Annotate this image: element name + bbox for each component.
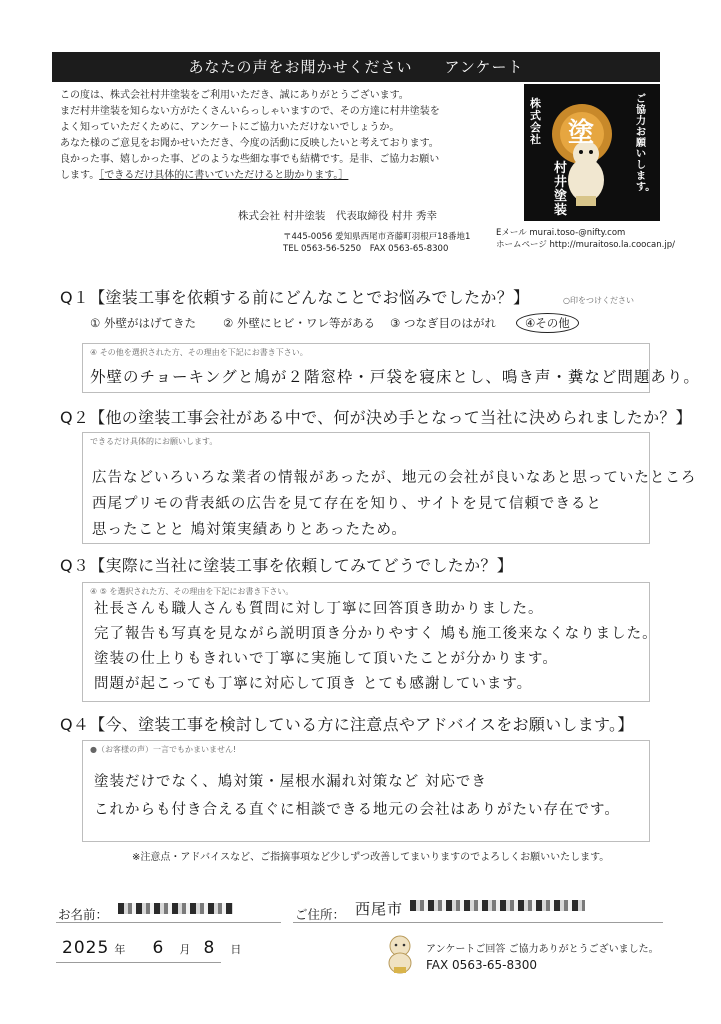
intro-line: よく知っていただくために、アンケートにご協力いただけないでしょうか。 (60, 122, 400, 133)
q1-option-2: ② 外壁にヒビ・ワレ等がある (223, 316, 375, 330)
intro-line: 良かった事、嬉しかった事、どのような些細な事でも結構です。是非、ご協力お願い (60, 154, 440, 165)
company-contact (496, 227, 675, 251)
name-underline (56, 922, 281, 923)
q2-answer (92, 465, 696, 543)
q2-answer-line: 西尾プリモの背表紙の広告を見て存在を知り、サイトを見て信頼できると (92, 496, 602, 512)
q2-box-label: できるだけ具体的にお願いします。 (90, 437, 218, 446)
q1-option-4-selected: ④その他 (516, 313, 579, 333)
q4-answer-line: これからも付き合える直ぐに相談できる地元の会社はありがたい存在です。 (94, 802, 620, 818)
q3-answer-line: 塗装の仕上りもきれいで丁寧に実施して頂いたことが分かります。 (94, 651, 558, 667)
q3-answer (94, 597, 658, 697)
q1-box-label: ④ その他を選択された方、その理由を下記にお書き下さい。 (90, 348, 308, 357)
survey-title-bar: あなたの声をお聞かせください アンケート (52, 52, 660, 82)
company-signature: 株式会社 村井塗装 代表取締役 村井 秀幸 (238, 210, 438, 222)
homepage-text: ホームページ http://muraitoso.la.coocan.jp/ (496, 240, 675, 250)
q4-question: Q４【今、塗装工事を検討している方に注意点やアドバイスをお願いします。】 (60, 715, 634, 734)
intro-line: この度は、株式会社村井塗装をご利用いただき、誠にありがとうございます。 (60, 90, 409, 101)
bracket-note: ［できるだけ具体的に書いていただけると助かります。］ (99, 170, 349, 181)
q3-answer-line: 問題が起こっても丁寧に対応して頂き とても感謝しています。 (94, 676, 533, 692)
intro-line: あなた様のご意見をお聞かせいただき、今度の活動に反映したいと考えております。 (60, 138, 439, 149)
q3-box-label: ④ ⑤ を選択された方、その理由を下記にお書き下さい。 (90, 587, 294, 596)
year-label: 年 (114, 943, 126, 956)
footer-fax: FAX 0563-65-8300 (426, 958, 538, 972)
address-value: 西尾市 (355, 900, 404, 918)
q2-question: Q２【他の塗装工事会社がある中で、何が決め手となって当社に決められましたか？】 (60, 408, 692, 427)
name-label: お名前： (58, 907, 109, 922)
company-address (283, 231, 470, 255)
logo-tagline: ご協力お願いします。 (636, 94, 656, 193)
q2-answer-line: 広告などいろいろな業者の情報があったが、地元の会社が良いなあと思っていたところ (92, 470, 697, 486)
address-redacted (410, 900, 585, 911)
q4-box-label: ●（お客様の声）一言でもかまいません! (90, 745, 237, 754)
q1-question: Q１【塗装工事を依頼する前にどんなことでお悩みでしたか？】 (60, 288, 530, 307)
day-label: 日 (230, 943, 242, 956)
q4-answer-line: 塗装だけでなく、鳩対策・屋根水漏れ対策など 対応でき (94, 774, 487, 790)
q1-hint: ○印をつけください (563, 296, 634, 305)
name-redacted (118, 903, 233, 914)
postal-address: 〒445-0056 愛知県西尾市斉藤町羽根戸18番地1 (283, 232, 471, 242)
q1-option-3: ③ つなぎ目のはがれ (390, 316, 496, 330)
company-logo (524, 84, 660, 221)
q3-question: Q３【実際に当社に塗装工事を依頼してみてどうでしたか？】 (60, 556, 513, 575)
q1-option-1: ① 外壁がはげてきた (90, 316, 196, 330)
intro-line: まだ村井塗装を知らない方がたくさんいらっしゃいますので、その方達に村井塗装を (60, 106, 440, 117)
address-label: ご住所： (295, 907, 346, 922)
q3-answer-line: 社長さんも職人さんも質問に対し丁寧に回答頂き助かりました。 (94, 601, 544, 617)
date-month: 6 (152, 938, 165, 958)
month-label: 月 (179, 943, 191, 956)
answer-date (62, 938, 241, 958)
intro-text (60, 88, 520, 184)
footer-note: ※注意点・アドバイスなど、ご指摘事項など少しずつ改善してまいりますのでよろしくお願いいたします。 (132, 852, 610, 863)
mascot-dog-icon (382, 934, 418, 974)
logo-company-name: 村井塗装 (554, 161, 568, 218)
logo-company-small: 株式会社 (530, 97, 541, 146)
date-year: 2025 (62, 938, 110, 958)
intro-line-last (60, 168, 520, 184)
address-underline (293, 922, 663, 923)
logo-glyph: 塗 (568, 118, 595, 148)
date-underline (56, 962, 221, 963)
intro-line: します。 (60, 170, 100, 181)
q3-answer-line: 完了報告も写真を見ながら説明頂き分かりやすく 鳩も施工後来なくなりました。 (94, 626, 658, 642)
date-day: 8 (203, 938, 216, 958)
q4-answer (94, 768, 620, 824)
q1-answer: 外壁のチョーキングと鳩が２階窓枠・戸袋を寝床とし、鳴き声・糞など問題あり。 (90, 368, 700, 386)
q2-answer-line: 思ったことと 鳩対策実績ありとあったため。 (92, 522, 407, 538)
email-text: Eメール murai.toso-@nifty.com (496, 228, 626, 238)
mascot-icon (382, 934, 418, 974)
thanks-text: アンケートご回答 ご協力ありがとうございました。 (426, 944, 659, 955)
tel-fax: TEL 0563-56-5250 FAX 0563-65-8300 (283, 244, 449, 254)
